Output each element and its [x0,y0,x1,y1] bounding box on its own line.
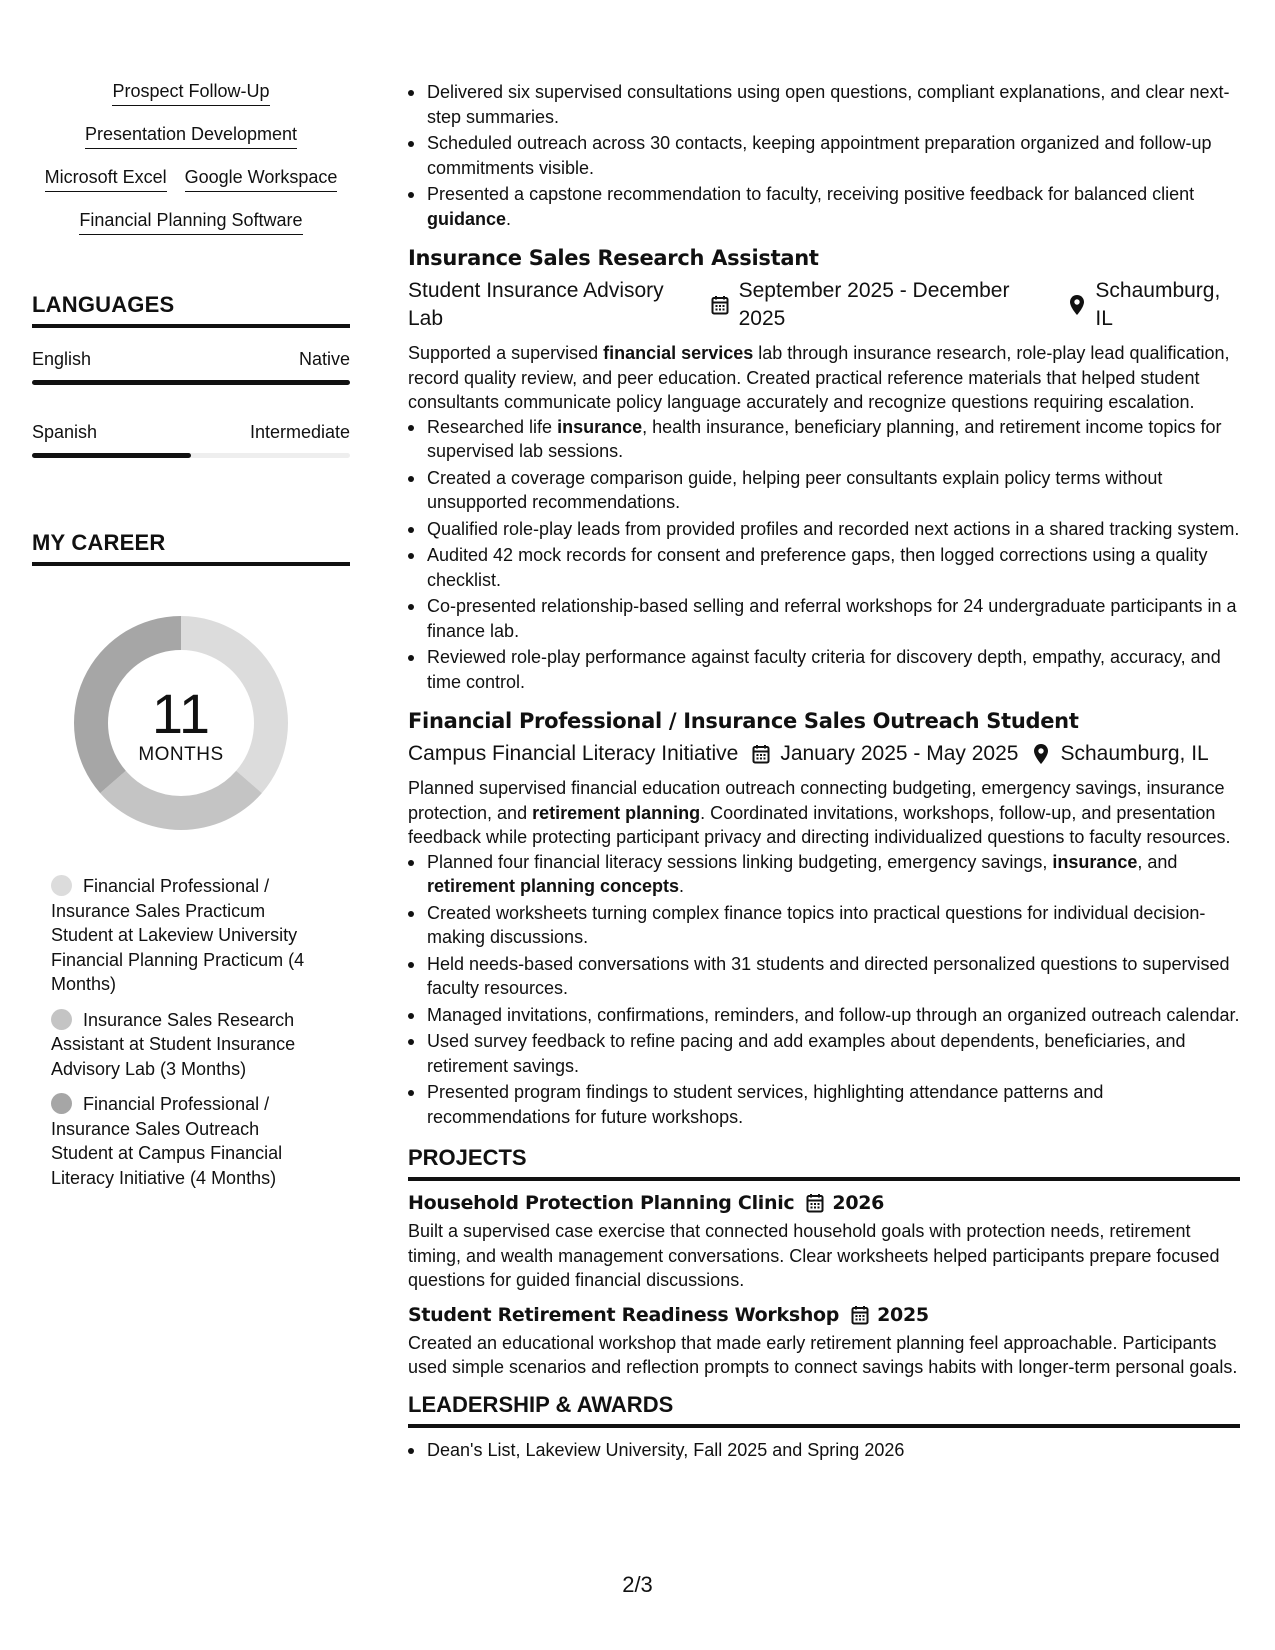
skill-row [112,80,269,106]
skill-tag: Google Workspace [185,166,338,192]
project-header [408,1303,1240,1327]
bullet-item: Audited 42 mock records for consent and preference gaps, then logged corrections using a quality checklist. [427,543,1240,592]
bullet-item: Used survey feedback to refine pacing and add examples about dependents, beneficiaries, and retirement savings. [427,1029,1240,1078]
project-title: Household Protection Planning Clinic [408,1192,795,1214]
language-list [32,348,350,458]
text-segment: Researched life [427,416,558,437]
bullet-item: Qualified role-play leads from provided profiles and recorded next actions in a shared tracking system. [427,517,1240,542]
languages-heading: LANGUAGES [32,292,350,328]
languages-section [32,292,350,458]
bullet-item [427,182,1240,231]
map-pin-icon [1030,742,1052,766]
skill-tag: Financial Planning Software [79,209,302,235]
project-year: 2026 [832,1192,885,1214]
skill-row [45,166,338,192]
job-description [408,341,1240,415]
bullet-item: Created a coverage comparison guide, helping peer consultants explain policy terms without unsupported recommendations. [427,466,1240,515]
career-section [32,530,350,1190]
projects-section [408,1145,1240,1380]
bullet-item: Co-presented relationship-based selling and referral workshops for 24 undergraduate participants in a finance lab. [427,594,1240,643]
bullet-item: Dean's List, Lakeview University, Fall 2025 and Spring 2026 [427,1438,1240,1463]
projects-list [408,1191,1240,1380]
skill-row [79,209,302,235]
donut-center [66,608,296,838]
career-donut-chart [66,608,296,838]
language-name: Spanish [32,422,98,442]
text-segment: , and [1137,851,1178,872]
leadership-section [408,1392,1240,1463]
bullet-item: Reviewed role-play performance against faculty criteria for discovery depth, empathy, accuracy, and time control. [427,645,1240,694]
career-legend-label: Financial Professional / Insurance Sales Outreach Student at Campus Financial Literacy Initiative (4 Months) [51,1094,283,1188]
emphasized-keyword: financial services [603,343,754,363]
leadership-list [408,1438,1240,1463]
project-title: Student Retirement Readiness Workshop [408,1303,840,1326]
right-column [408,80,1240,1464]
career-legend-item [51,874,321,997]
bullet-item: Presented program findings to student services, highlighting attendance patterns and recommendations for future workshops. [427,1080,1240,1129]
previous-job-bullets [408,80,1240,231]
skills-list [32,80,350,252]
company-name: Campus Financial Literacy Initiative [408,742,739,765]
text-segment: . Coordinated invitations, workshops, follow-up, and presentation feedback while protecting participant privacy and directing individualized questions to faculty resources. [408,802,1231,847]
skill-tag: Presentation Development [85,123,297,149]
job-bullets [408,415,1240,695]
bullet-item [427,415,1240,464]
company-name: Student Insurance Advisory Lab [408,279,664,330]
career-total-unit: MONTHS [138,744,224,765]
emphasized-keyword: insurance [1052,851,1138,872]
calendar-icon [804,1192,826,1214]
job-meta [408,740,1240,768]
skill-tag: Microsoft Excel [45,166,167,192]
skill-row [85,123,297,149]
text-segment: , health insurance, beneficiary planning, and retirement income topics for supervised lab sessions. [427,416,1222,461]
bullet-item: Created worksheets turning complex finance topics into practical questions for individual decision-making discussions. [427,901,1240,950]
career-heading: MY CAREER [32,530,350,566]
career-legend [51,874,321,1190]
bullet-item: Held needs-based conversations with 31 students and directed personalized questions to supervised faculty resources. [427,952,1240,1001]
job-dates: September 2025 - December 2025 [738,279,1010,330]
emphasized-keyword: retirement planning concepts [427,876,680,896]
language-level: Intermediate [249,422,350,442]
text-segment: Presented a capstone recommendation to faculty, receiving positive feedback for balanced client [427,184,1195,204]
emphasized-keyword: retirement planning [532,802,701,823]
language-name: English [32,349,92,369]
experience-list [408,245,1240,1129]
language-proficiency-bar [32,380,350,385]
calendar-icon [750,742,772,766]
text-segment: Planned four financial literacy sessions linking budgeting, emergency savings, [427,851,1053,872]
job-title: Insurance Sales Research Assistant [408,246,819,270]
text-segment: . [679,876,685,896]
legend-dot-icon [51,1009,72,1030]
bullet-item [427,850,1240,899]
project-year: 2025 [877,1303,929,1326]
calendar-icon [849,1304,871,1326]
legend-dot-icon [51,875,72,896]
bullet-item: Delivered six supervised consultations using open questions, compliant explanations, and clear next-step summaries. [427,80,1240,129]
bullet-item: Managed invitations, confirmations, reminders, and follow-up through an organized outreach calendar. [427,1003,1240,1028]
career-legend-label: Insurance Sales Research Assistant at Student Insurance Advisory Lab (3 Months) [51,1009,296,1079]
emphasized-keyword: insurance [557,416,643,437]
job-bullets [408,850,1240,1130]
job-title: Financial Professional / Insurance Sales Outreach Student [408,709,1079,733]
legend-dot-icon [51,1093,72,1114]
language-level: Native [298,349,350,369]
text-segment: Supported a supervised [408,343,604,363]
job-dates: January 2025 - May 2025 [780,742,1019,765]
bullet-item: Scheduled outreach across 30 contacts, keeping appointment preparation organized and follow-up commitments visible. [427,131,1240,180]
language-proficiency-fill [32,453,191,458]
project-entry [408,1191,1240,1293]
job-meta [408,277,1240,333]
left-column [32,80,350,1201]
text-segment: Planned supervised financial education outreach connecting budgeting, emergency savings, insurance protection, and [408,778,1225,823]
project-description: Built a supervised case exercise that connected household goals with protection needs, retirement timing, and wealth management conversations. Clear worksheets helped participants prepare focused questions for guided financial discussions. [408,1221,1220,1290]
job-location: Schaumburg, IL [1060,742,1209,765]
page-number: 2/3 [622,1572,653,1597]
leadership-heading: LEADERSHIP & AWARDS [408,1392,1240,1428]
language-proficiency-bar [32,453,350,458]
text-segment: . [506,208,512,229]
project-header [408,1191,1240,1215]
projects-heading: PROJECTS [408,1145,1240,1181]
language-item [32,421,350,458]
text-segment: lab through insurance research, role-play lead qualification, record quality review, and peer education. Created practical reference materials that helped student consultants communicate policy language accurately and recognize questions requiring escalation. [408,343,1230,412]
emphasized-keyword: guidance [427,208,507,229]
career-legend-item [51,1092,321,1190]
job-entry [408,245,1240,694]
career-total-number: 11 [151,682,211,745]
job-entry [408,708,1240,1129]
project-entry [408,1303,1240,1380]
job-description [408,776,1240,850]
calendar-icon [709,293,730,317]
language-proficiency-fill [32,380,350,385]
language-item [32,348,350,385]
skill-tag: Prospect Follow-Up [112,80,269,106]
career-legend-label: Financial Professional / Insurance Sales Practicum Student at Lakeview University Financial Planning Practicum (4 Months) [51,876,305,994]
career-legend-item [51,1008,321,1082]
map-pin-icon [1066,293,1087,317]
project-description: Created an educational workshop that made early retirement planning feel approachable. Participants used simple scenarios and reflection prompts to connect savings habits with longer-term personal goals. [408,1332,1238,1377]
job-location: Schaumburg, IL [1095,279,1221,330]
